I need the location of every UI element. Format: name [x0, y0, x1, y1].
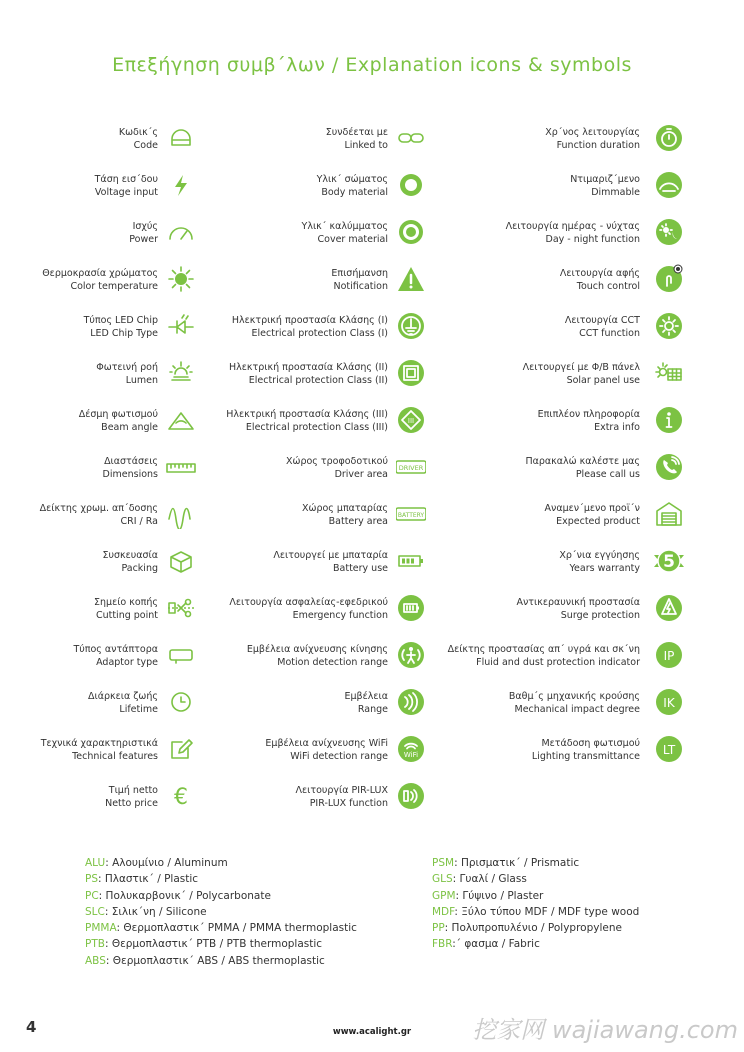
label-greek: Επισήμανση — [331, 268, 388, 279]
label-greek: Ισχύς — [132, 221, 158, 232]
label-greek: Χώρος τροφοδοτικού — [285, 456, 388, 467]
material-abbr: SLC — [85, 905, 105, 918]
label-english: Netto price — [105, 798, 158, 809]
label-english: Surge protection — [560, 610, 640, 621]
svg-text:IP: IP — [663, 649, 675, 663]
label-greek: Ντιμαριζ΄μενο — [570, 174, 640, 185]
legend-label — [440, 737, 640, 763]
material-abbr: PC — [85, 889, 99, 902]
material-abbr: GPM — [432, 889, 456, 902]
label-english: Cutting point — [95, 610, 158, 621]
label-greek: Τιμή netto — [108, 785, 158, 796]
label-greek: Δέσμη φωτισμού — [78, 409, 158, 420]
label-english: Please call us — [575, 469, 640, 480]
svg-text:IK: IK — [663, 696, 675, 710]
label-english: Years warranty — [569, 563, 640, 574]
label-greek: Συσκευασία — [102, 550, 158, 561]
label-english: Touch control — [576, 281, 640, 292]
legend-item — [0, 784, 744, 828]
label-greek: Αναμεν΄μενο προϊ΄ν — [544, 503, 640, 514]
page-title: Επεξήγηση συμβ΄λων / Explanation icons & symbols — [112, 54, 632, 76]
label-greek: Εμβέλεια ανίχνευσης κίνησης — [246, 644, 388, 655]
legend-label — [225, 784, 388, 810]
label-greek: Εμβέλεια — [344, 691, 388, 702]
label-english: CRI / Ra — [120, 516, 158, 527]
label-english: Lighting transmittance — [531, 751, 640, 762]
surge-icon — [654, 593, 684, 623]
label-english: Code — [133, 140, 158, 151]
label-english: Function duration — [556, 140, 640, 151]
label-english: Packing — [121, 563, 158, 574]
label-english: Color temperature — [70, 281, 158, 292]
touch-icon — [654, 264, 684, 294]
warehouse-icon — [654, 499, 684, 529]
label-greek: Διάρκεια ζωής — [88, 691, 158, 702]
material-desc: : Σιλικ΄νη / Silicone — [104, 905, 207, 918]
legend-item — [0, 549, 744, 593]
material-abbr: ABS — [85, 954, 106, 967]
material-desc: :΄ φασμα / Fabric — [452, 938, 540, 951]
legend-item — [0, 408, 744, 452]
website-url[interactable]: www.acalight.gr — [332, 1027, 412, 1037]
svg-text:WiFi: WiFi — [403, 751, 419, 759]
legend-label — [440, 220, 640, 246]
legend-item — [0, 267, 744, 311]
label-english: Mechanical impact degree — [514, 704, 640, 715]
material-abbr: PSM — [432, 857, 455, 869]
label-english: Beam angle — [101, 422, 158, 433]
svg-text:BATTERY: BATTERY — [397, 512, 425, 519]
material-entry — [432, 904, 639, 920]
label-english: PIR-LUX function — [309, 798, 388, 809]
solar-icon — [654, 358, 684, 388]
label-english: Extra info — [594, 422, 640, 433]
dimmer-icon — [654, 170, 684, 200]
label-english: Electrical protection Class (III) — [245, 422, 388, 433]
label-greek: Υλικ΄ καλύμματος — [301, 221, 388, 232]
material-entry — [85, 855, 357, 871]
legend-label — [440, 173, 640, 199]
label-english: Lifetime — [119, 704, 158, 715]
legend-label — [440, 596, 640, 622]
label-english: Dimmable — [591, 187, 640, 198]
label-greek: Ηλεκτρική προστασία Κλάσης (I) — [231, 315, 388, 326]
legend-label — [440, 408, 640, 434]
label-greek: Κωδικ΄ς — [118, 127, 158, 138]
legend-label — [440, 267, 640, 293]
legend-label — [440, 643, 640, 669]
label-greek: Λειτουργεί με μπαταρία — [273, 550, 388, 561]
label-greek: Τεχνικά χαρακτηριστικά — [40, 738, 158, 749]
material-entry — [85, 936, 357, 952]
label-greek: Αντικεραυνική προστασία — [516, 597, 640, 608]
material-abbr: GLS — [432, 873, 453, 886]
material-entry — [85, 871, 357, 887]
legend-item — [0, 314, 744, 358]
label-greek: Χρ΄νος λειτουργίας — [545, 127, 640, 138]
label-greek: Λειτουργεί με Φ/Β πάνελ — [522, 362, 640, 373]
material-entry — [85, 888, 357, 904]
material-abbr: MDF — [432, 905, 455, 918]
legend-label — [440, 502, 640, 528]
label-english: Day - night function — [545, 234, 640, 245]
label-greek: Μετάδοση φωτισμού — [541, 738, 640, 749]
material-desc: : Πολυκαρβονικ΄ / Polycarbonate — [98, 889, 271, 902]
material-desc: : Θερμοπλαστικ΄ PTB / PTB thermoplastic — [104, 938, 323, 951]
label-greek: Σημείο κοπής — [94, 597, 158, 608]
legend-item — [0, 690, 744, 734]
label-english: Fluid and dust protection indicator — [476, 657, 640, 668]
material-entry — [85, 920, 357, 936]
label-greek: Χρ΄νια εγγύησης — [559, 550, 640, 561]
material-desc: : Ξύλο τύπου MDF / MDF type wood — [454, 905, 640, 918]
material-abbr: PS — [85, 873, 98, 886]
label-english: Voltage input — [94, 187, 158, 198]
legend-label — [440, 549, 640, 575]
label-english: Lumen — [125, 375, 158, 386]
legend-label — [440, 455, 640, 481]
label-greek: Υλικ΄ σώματος — [316, 174, 388, 185]
label-greek: Διαστάσεις — [104, 456, 158, 467]
materials-list-right — [432, 855, 639, 953]
label-english: Notification — [333, 281, 388, 292]
label-english: Power — [129, 234, 158, 245]
label-english: Linked to — [344, 140, 388, 151]
legend-label — [440, 690, 640, 716]
material-entry — [432, 888, 639, 904]
label-greek: Φωτεινή ροή — [96, 362, 158, 373]
lt-icon — [654, 734, 684, 764]
watermark: 挖家网 wajiawang.com — [472, 1016, 738, 1044]
legend-item — [0, 502, 744, 546]
label-greek: Θερμοκρασία χρώματος — [42, 268, 158, 279]
label-english: Range — [357, 704, 388, 715]
label-english: Dimensions — [102, 469, 158, 480]
materials-list-left — [85, 855, 357, 969]
label-greek: Συνδέεται με — [325, 127, 388, 138]
label-greek: Χώρος μπαταρίας — [302, 503, 388, 514]
label-english: Electrical protection Class (II) — [248, 375, 388, 386]
label-english: Adaptor type — [96, 657, 158, 668]
label-english: Driver area — [334, 469, 388, 480]
svg-text:5: 5 — [663, 552, 675, 572]
cct-icon — [654, 311, 684, 341]
label-greek: Δείκτης προστασίας απ΄ υγρά και σκ΄νη — [447, 644, 640, 655]
material-entry — [432, 920, 639, 936]
material-abbr: PTB — [85, 938, 105, 951]
material-desc: : Πρισματικ΄ / Prismatic — [454, 857, 580, 869]
legend-label — [440, 314, 640, 340]
label-english: Motion detection range — [277, 657, 388, 668]
legend-item — [0, 126, 744, 170]
day-night-icon — [654, 217, 684, 247]
page-number: 4 — [26, 1018, 37, 1036]
label-english: Cover material — [317, 234, 388, 245]
svg-text:€: € — [174, 785, 188, 810]
material-entry — [432, 871, 639, 887]
label-greek: Επιπλέον πληροφορία — [537, 409, 640, 420]
label-greek: Τάση εισ΄δου — [94, 174, 158, 185]
label-greek: Παρακαλώ καλέστε μας — [525, 456, 640, 467]
legend-item — [0, 173, 744, 217]
label-greek: Τύπος LED Chip — [83, 315, 158, 326]
legend-item — [0, 643, 744, 687]
material-entry — [432, 855, 639, 871]
label-english: Body material — [321, 187, 388, 198]
ik-icon — [654, 687, 684, 717]
label-english: CCT function — [579, 328, 640, 339]
label-greek: Εμβέλεια ανίχνευσης WiFi — [265, 738, 388, 749]
info-icon — [654, 405, 684, 435]
material-desc: : Πολυπροπυλένιο / Polypropylene — [444, 922, 622, 935]
label-english: Expected product — [556, 516, 640, 527]
material-entry — [432, 936, 639, 952]
warranty-icon — [654, 546, 684, 576]
label-english: Solar panel use — [566, 375, 640, 386]
label-english: Emergency function — [292, 610, 388, 621]
legend-label — [440, 361, 640, 387]
label-english: LED Chip Type — [90, 328, 158, 339]
legend-item — [0, 737, 744, 781]
material-entry — [85, 904, 357, 920]
ip-icon — [654, 640, 684, 670]
material-desc: : Γυαλί / Glass — [452, 873, 527, 886]
material-desc: : Θερμοπλαστικ΄ ABS / ABS thermoplastic — [105, 954, 325, 967]
material-abbr: PMMA — [85, 922, 117, 935]
legend-item — [0, 455, 744, 499]
label-english: Technical features — [72, 751, 158, 762]
label-greek: Ηλεκτρική προστασία Κλάσης (III) — [226, 409, 388, 420]
legend-item — [0, 596, 744, 640]
svg-text:III: III — [407, 417, 415, 425]
timer-icon — [654, 123, 684, 153]
legend-item — [0, 361, 744, 405]
label-greek: Λειτουργία ασφαλείας-εφεδρικού — [229, 597, 388, 608]
material-desc: : Αλουμίνιο / Aluminum — [105, 857, 228, 869]
svg-text:DRIVER: DRIVER — [398, 464, 424, 472]
material-desc: : Γύψινο / Plaster — [455, 889, 544, 902]
phone-icon — [654, 452, 684, 482]
label-greek: Λειτουργία αφής — [559, 268, 640, 279]
label-english: Battery use — [333, 563, 388, 574]
label-greek: Ηλεκτρική προστασία Κλάσης (II) — [229, 362, 388, 373]
material-abbr: ALU — [85, 857, 106, 869]
label-english: WiFi detection range — [290, 751, 388, 762]
label-greek: Βαθμ΄ς μηχανικής κρούσης — [508, 691, 640, 702]
label-greek: Λειτουργία ημέρας - νύχτας — [505, 221, 640, 232]
label-greek: Λειτουργία PIR-LUX — [295, 785, 388, 796]
material-entry — [85, 953, 357, 969]
legend-item — [0, 220, 744, 264]
label-english: Electrical protection Class (I) — [251, 328, 388, 339]
label-greek: Δείκτης χρωμ. απ΄δοσης — [39, 503, 158, 514]
pir-icon — [396, 781, 426, 811]
material-abbr: FBR — [432, 938, 453, 951]
material-abbr: PP — [432, 922, 445, 935]
material-desc: : Πλαστικ΄ / Plastic — [98, 873, 199, 886]
label-greek: Τύπος αντάπτορα — [73, 644, 158, 655]
label-greek: Λειτουργία CCT — [564, 315, 640, 326]
label-english: Battery area — [328, 516, 388, 527]
svg-text:LT: LT — [662, 743, 676, 757]
legend-label — [440, 126, 640, 152]
material-desc: : Θερμοπλαστικ΄ PMMA / PMMA thermoplastic — [116, 922, 357, 935]
